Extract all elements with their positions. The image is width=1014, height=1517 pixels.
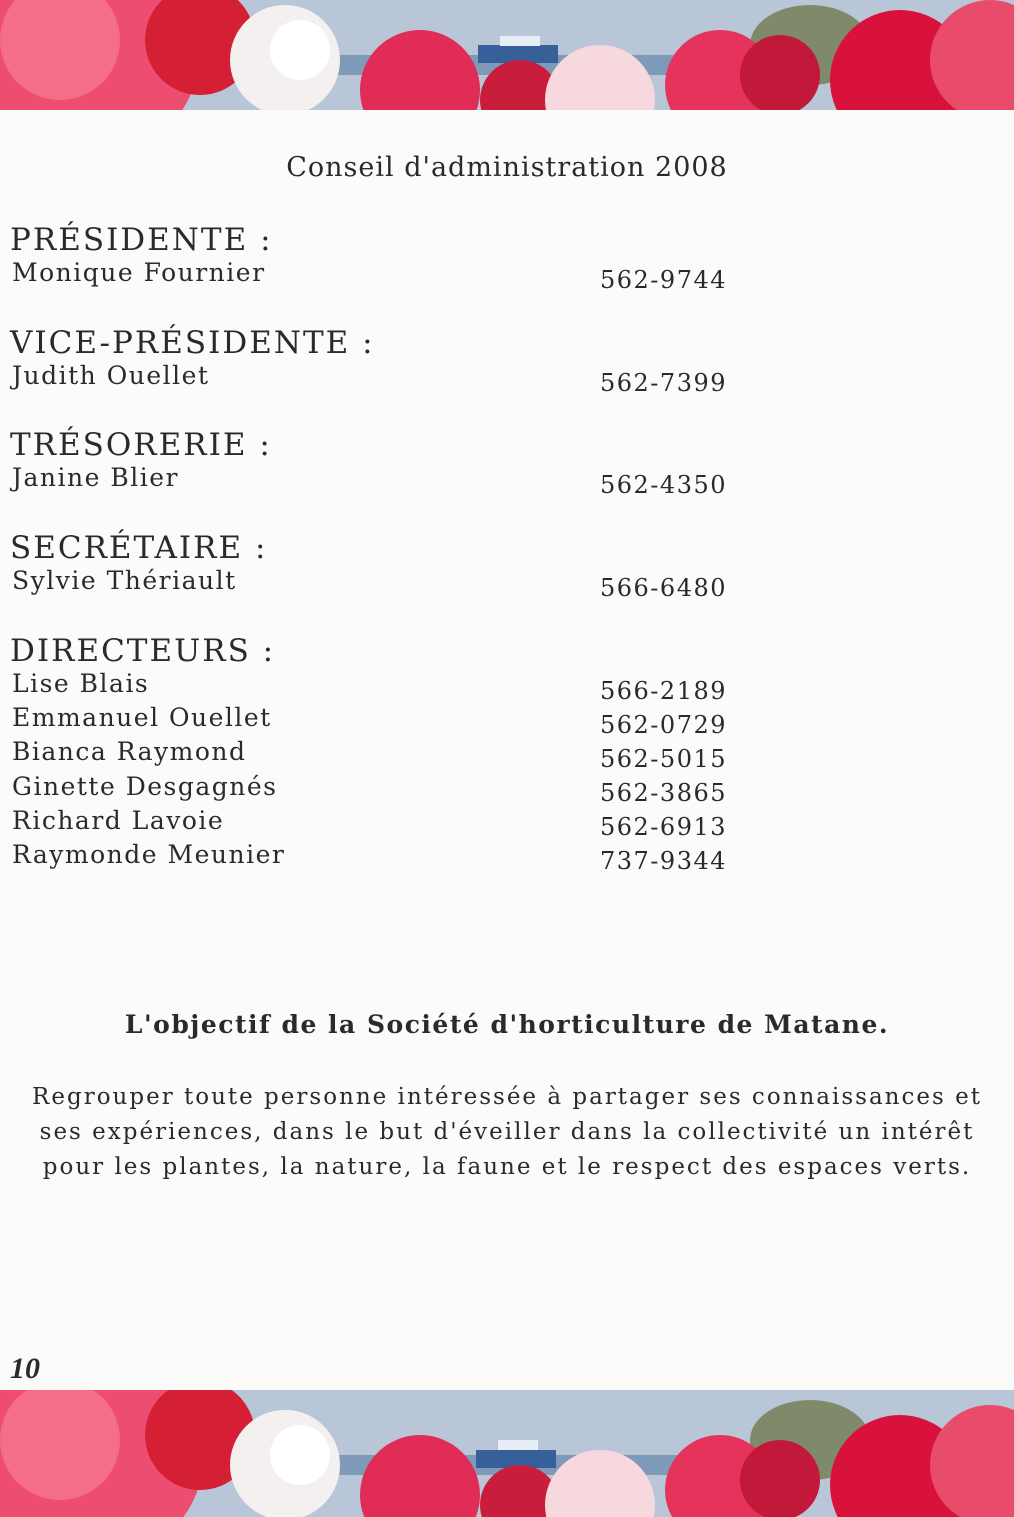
member-name: Janine Blier [12, 463, 179, 492]
role-heading: TRÉSORERIE : [10, 427, 272, 463]
role-heading: VICE-PRÉSIDENTE : [10, 325, 375, 361]
member-name: Judith Ouellet [12, 361, 210, 390]
bottom-floral-banner [0, 1390, 1014, 1517]
role-heading: SECRÉTAIRE : [10, 530, 268, 566]
role-heading: PRÉSIDENTE : [10, 222, 273, 258]
member-phone: 562-9744 [600, 266, 727, 294]
member-name: Bianca Raymond [12, 737, 247, 766]
member-name: Sylvie Thériault [12, 566, 237, 595]
member-name: Lise Blais [12, 669, 150, 698]
member-name: Ginette Desgagnés [12, 772, 278, 801]
member-phone: 562-4350 [600, 471, 727, 499]
member-phone: 562-0729 [600, 711, 727, 739]
flowers-image [0, 0, 1014, 110]
objective-title: L'objectif de la Société d'horticulture de Matane. [124, 1010, 890, 1039]
objective-text: Regrouper toute personne intéressée à partager ses connaissances et ses expériences, dans le but d'éveiller dans la collectivité un intérêt pour les plantes, la nature, la faune et le respect des espaces verts. [32, 1084, 982, 1180]
role-heading: DIRECTEURS : [10, 633, 276, 669]
page-number: 10 [10, 1352, 40, 1385]
member-name: Raymonde Meunier [12, 840, 286, 869]
member-phone: 566-2189 [600, 677, 727, 705]
flowers-image [0, 1390, 1014, 1517]
page-title: Conseil d'administration 2008 [286, 152, 728, 183]
member-phone: 562-3865 [600, 779, 727, 807]
member-name: Richard Lavoie [12, 806, 225, 835]
member-phone: 562-5015 [600, 745, 727, 773]
member-phone: 566-6480 [600, 574, 727, 602]
member-name: Emmanuel Ouellet [12, 703, 272, 732]
member-phone: 562-7399 [600, 369, 727, 397]
top-floral-banner [0, 0, 1014, 110]
member-phone: 737-9344 [600, 847, 727, 875]
member-phone: 562-6913 [600, 813, 727, 841]
member-name: Monique Fournier [12, 258, 266, 287]
